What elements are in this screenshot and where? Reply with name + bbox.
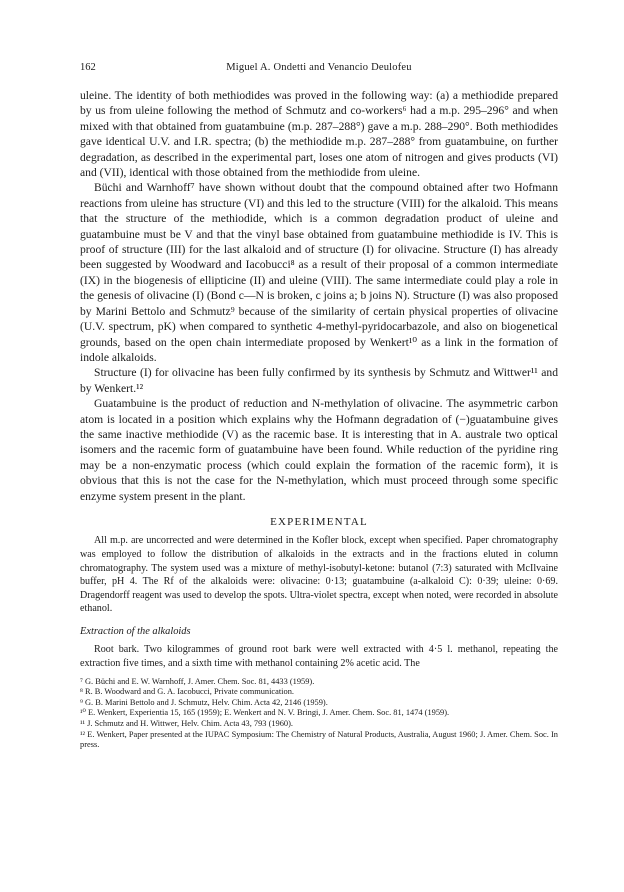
footnote: ⁸ R. B. Woodward and G. A. Iacobucci, Private communication. <box>80 687 294 697</box>
footnote: ⁹ G. B. Marini Bettolo and J. Schmutz, Helv. Chim. Acta 42, 2146 (1959). <box>80 697 328 707</box>
page-number: 162 <box>80 62 96 73</box>
footnote: ¹¹ J. Schmutz and H. Wittwer, Helv. Chim. Acta 43, 793 (1960). <box>80 718 293 728</box>
paragraph: Guatambuine is the product of reduction and N-methylation of olivacine. The asymmetric carbon atom is located in a position which explains why the Hofmann degradation of (−)guatambuine gives the same inactive methiodide (V) as the racemic base. It is interesting that in A. australe two optical isomers and the racemic form of guatambuine have been found. While reduction of the pyridine ring may be a non-enzymatic process (which could explain the formation of the racemic form), it is obvious that this is not the case for the N-methylation, which must proceed through some specific enzyme system present in the plant. <box>80 397 558 503</box>
paragraph: Büchi and Warnhoff⁷ have shown without doubt that the compound obtained after two Hofmann reactions from uleine has structure (VI) and this led to the structure (VIII) for the alkaloid. This means that the structure of the methiodide, which is a common degradation product of uleine and guatambuine must be V and that the vinyl base obtained from guatambuine methiodide is IV. This is proof of structure (III) for the last alkaloid and of structure (I) for olivacine. Structure (I) has already been suggested by Woodward and Iacobucci⁸ as a result of their proposal of a common intermediate (IX) in the biogenesis of ellipticine (II) and uleine (VIII). The same intermediate could play a role in the genesis of olivacine (I) (Bond c—N is broken, c joins a; b joins N). Structure (I) was also proposed by Marini Bettolo and Schmutz⁹ because of the similarity of certain physical properties of olivacine (U.V. spectrum, pK) when compared to synthetic 4-methyl-pyridocarbazole, and also on biogenetical grounds, based on the open chain intermediate proposed by Wenkert¹⁰ as a link in the formation of indole alkaloids. <box>80 181 558 364</box>
experimental-intro: All m.p. are uncorrected and were determined in the Kofler block, except when specified. Paper chromatography was employed to follow the distribution of alkaloids in the extracts and in the fractions eluted in column chromatography. The system used was a mixture of methyl-isobutyl-ketone: butanol (7:3) saturated with McIlvaine buffer, pH 4. The Rf of the alkaloids were: olivacine: 0·13; guatambuine (a-alkaloid C): 0·39; uleine: 0·69. Dragendorff reagent was used to develop the spots. Ultra-violet spectra, except when noted, were recorded in absolute ethanol. <box>80 535 558 615</box>
footnote: ⁷ G. Büchi and E. W. Warnhoff, J. Amer. Chem. Soc. 81, 4433 (1959). <box>80 676 315 686</box>
footnotes <box>80 677 558 751</box>
paragraph: Structure (I) for olivacine has been fully confirmed by its synthesis by Schmutz and Wittwer¹¹ and by Wenkert.¹² <box>80 366 558 395</box>
paragraph: uleine. The identity of both methiodides was proved in the following way: (a) a methiodide prepared by us from uleine following the method of Schmutz and co-workers⁶ had a m.p. 295–296° and when mixed with that obtained from guatambuine (m.p. 287–288°) gave a m.p. 288–290°. Both methiodides gave identical U.V. and I.R. spectra; (b) the methiodide m.p. 287–288° from guatambuine, on further degradation, as described in the experimental part, loses one atom of nitrogen and gives products (VI) and (VII), identical with those obtained from the methiodide from uleine. <box>80 89 558 180</box>
page-header <box>80 62 558 76</box>
footnote: ¹⁰ E. Wenkert, Experientia 15, 165 (1959); E. Wenkert and N. V. Bringi, J. Amer. Chem. Soc. 81, 1474 (1959). <box>80 708 450 718</box>
footnote: ¹² E. Wenkert, Paper presented at the IUPAC Symposium: The Chemistry of Natural Products, Australia, August 1960; J. Amer. Chem. Soc. In press. <box>80 729 558 750</box>
running-title: Miguel A. Ondetti and Venancio Deulofeu <box>226 62 412 73</box>
article-body <box>80 88 558 751</box>
subsection-heading: Extraction of the alkaloids <box>80 625 191 637</box>
root-bark-paragraph: Root bark. Two kilogrammes of ground root bark were well extracted with 4·5 l. methanol, repeating the extraction five times, and a sixth time with methanol containing 2% acetic acid. The <box>80 644 558 669</box>
section-heading: EXPERIMENTAL <box>270 515 368 528</box>
